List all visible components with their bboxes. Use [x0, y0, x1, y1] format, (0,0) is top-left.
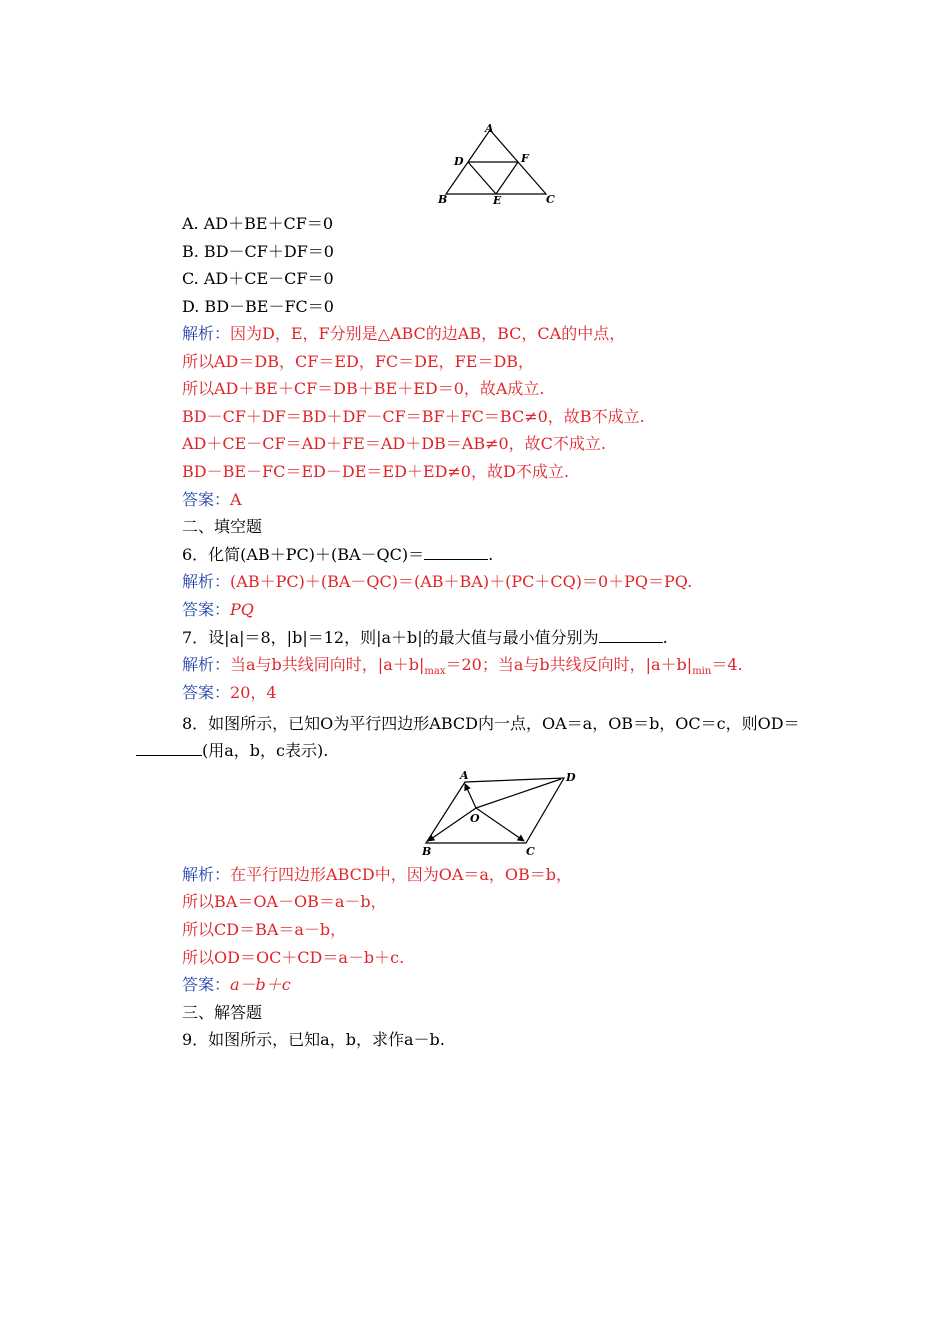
label-O: O — [470, 812, 480, 825]
label-E: E — [493, 194, 502, 207]
q5-answer-value: A — [230, 490, 242, 509]
q6-answer-value: PQ — [230, 600, 254, 619]
label-A: A — [460, 769, 469, 782]
q5-answer — [182, 487, 242, 513]
q5-answer-label: 答案： — [182, 490, 231, 509]
q6-question-end: . — [488, 545, 494, 564]
q7-solution-text-a: 当a与b共线同向时，|a＋b| — [230, 655, 425, 674]
q7-solution — [182, 652, 743, 678]
q7-jiexi-label: 解析： — [182, 655, 231, 674]
q8-answer-label: 答案： — [182, 975, 231, 994]
label-F: F — [521, 152, 529, 165]
q8-answer — [182, 972, 291, 998]
q5-jiexi-label: 解析： — [182, 324, 231, 343]
q8-jiexi-label: 解析： — [182, 865, 231, 884]
label-C: C — [526, 845, 535, 858]
label-D: D — [566, 771, 576, 784]
q5-option-c: C. AD＋CE－CF＝0 — [182, 269, 334, 288]
q7-question — [182, 625, 668, 651]
q9-question: 9．如图所示，已知a，b，求作a－b. — [182, 1030, 445, 1049]
q8-answer-blank — [136, 739, 202, 756]
q5-solution-line-4: BD－CF＋DF＝BD＋DF－CF＝BF＋FC＝BC≠0，故B不成立. — [182, 407, 645, 426]
q7-answer-label: 答案： — [182, 683, 231, 702]
q5-solution-text-1: 因为D，E，F分别是△ABC的边AB，BC，CA的中点， — [230, 324, 626, 343]
q7-answer-value: 20，4 — [230, 683, 277, 702]
label-C: C — [546, 193, 555, 206]
q6-solution-text: (AB＋PC)＋(BA－QC)＝(AB＋BA)＋(PC＋CQ)＝0＋PQ＝PQ. — [230, 572, 693, 591]
q8-solution-line-2: 所以BA＝OA－OB＝a－b， — [182, 892, 387, 911]
q7-answer-blank — [599, 626, 663, 643]
q6-solution — [182, 569, 692, 595]
q8-solution-line-4: 所以OD＝OC＋CD＝a－b＋c. — [182, 948, 405, 967]
q8-solution-line-3: 所以CD＝BA＝a－b， — [182, 920, 347, 939]
q8-question-line-1: 8．如图所示，已知O为平行四边形ABCD内一点，OA＝a，OB＝b，OC＝c，则OD＝ — [182, 714, 800, 733]
q6-jiexi-label: 解析： — [182, 572, 231, 591]
q6-answer — [182, 597, 254, 623]
label-B: B — [422, 845, 432, 858]
q5-solution-line-3: 所以AD＋BE＋CF＝DB＋BE＋ED＝0，故A成立. — [182, 379, 545, 398]
q8-solution-line-1 — [182, 862, 572, 888]
q8-answer-value: a－b＋c — [230, 975, 291, 994]
q8-solution-text-1: 在平行四边形ABCD中，因为OA＝a，OB＝b， — [230, 865, 573, 884]
q5-option-a: A. AD＋BE＋CF＝0 — [182, 214, 334, 233]
q5-solution-line-5: AD＋CE－CF＝AD＋FE＝AD＋DB＝AB≠0，故C不成立. — [182, 434, 607, 453]
q7-sub-max: max — [424, 666, 446, 678]
q7-question-end: . — [662, 628, 668, 647]
q8-question-line-2-text: (用a，b，c表示). — [202, 741, 329, 760]
q7-solution-text-b: ＝20；当a与b共线反向时，|a＋b| — [445, 655, 693, 674]
q5-option-d: D. BD－BE－FC＝0 — [182, 297, 334, 316]
q7-solution-text-c: ＝4. — [711, 655, 743, 674]
triangle-figure — [432, 118, 562, 210]
q5-solution-line-6: BD－BE－FC＝ED－DE＝ED＋ED≠0，故D不成立. — [182, 462, 569, 481]
q7-answer — [182, 680, 277, 706]
q7-sub-min: min — [692, 666, 712, 678]
q6-question — [182, 542, 493, 568]
q5-option-b: B. BD－CF＋DF＝0 — [182, 242, 334, 261]
section-solution-problems: 三、解答题 — [182, 1003, 263, 1022]
section-fill-in-blank: 二、填空题 — [182, 517, 263, 536]
label-B: B — [438, 193, 448, 206]
label-A: A — [485, 122, 494, 135]
q8-question-line-2 — [136, 738, 328, 764]
q5-solution-line-2: 所以AD＝DB，CF＝ED，FC＝DE，FE＝DB， — [182, 352, 535, 371]
label-D: D — [454, 155, 464, 168]
q7-question-text: 7．设|a|＝8，|b|＝12，则|a＋b|的最大值与最小值分别为 — [182, 628, 599, 647]
q6-answer-label: 答案： — [182, 600, 231, 619]
q6-answer-blank — [424, 543, 488, 560]
q5-solution-line-1 — [182, 321, 625, 347]
parallelogram-figure — [418, 766, 583, 862]
q6-question-text: 6．化简(AB＋PC)＋(BA－QC)＝ — [182, 545, 425, 564]
